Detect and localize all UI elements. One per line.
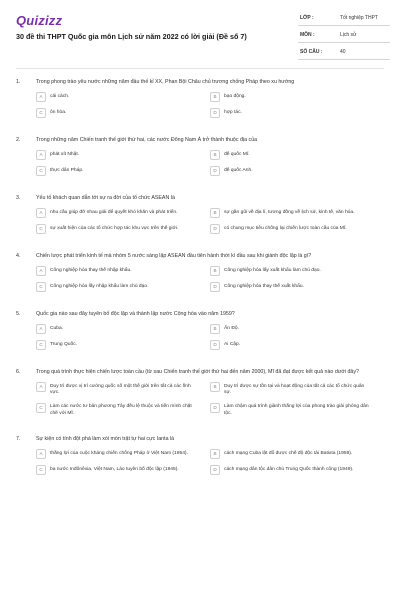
- answer-options: [36, 266, 386, 292]
- meta-label: MÔN :: [300, 32, 315, 38]
- option-a[interactable]: [36, 266, 196, 276]
- option-text: Công nghiệp hóa lấy nhập khẩu làm chủ đạo.: [50, 283, 149, 289]
- option-letter: B: [210, 150, 220, 160]
- option-letter: D: [210, 403, 220, 413]
- question-1: [16, 72, 386, 130]
- option-a[interactable]: [36, 382, 196, 397]
- option-text: sự xuất hiện của các tổ chức hợp tác khu vực trên thế giới.: [50, 225, 179, 231]
- meta-value: 40: [340, 49, 346, 55]
- document-title: 30 đề thi THPT Quốc gia môn Lịch sử năm 2022 có lời giải (Đề số 7): [16, 32, 247, 41]
- option-c[interactable]: [36, 108, 196, 118]
- option-letter: B: [210, 92, 220, 102]
- option-text: cách mạng dân tộc dân chủ Trung Quốc thành công (1949).: [224, 466, 354, 472]
- question-text: Trong những năm Chiến tranh thế giới thứ hai, các nước Đông Nam Á trở thành thuộc địa của: [36, 137, 258, 143]
- option-b[interactable]: [210, 266, 370, 276]
- option-letter: D: [210, 166, 220, 176]
- option-a[interactable]: [36, 150, 196, 160]
- option-text: cải cách.: [50, 93, 70, 99]
- meta-value: Lịch sử: [340, 32, 357, 38]
- question-text: Quốc gia nào sau đây tuyên bố độc lập và thành lập nước Cộng hòa vào năm 1959?: [36, 311, 235, 317]
- option-b[interactable]: [210, 449, 370, 459]
- option-letter: A: [36, 382, 46, 392]
- option-a[interactable]: [36, 449, 196, 459]
- option-letter: C: [36, 465, 46, 475]
- option-c[interactable]: [36, 465, 196, 475]
- question-text: Trong phong trào yêu nước những năm đầu thế kỉ XX, Phan Bội Châu chủ trương chống Pháp theo xu hướng: [36, 79, 295, 85]
- header-divider: [16, 68, 384, 69]
- option-b[interactable]: [210, 92, 370, 102]
- question-3: [16, 188, 386, 246]
- question-7: [16, 429, 386, 475]
- option-c[interactable]: [36, 166, 196, 176]
- option-a[interactable]: [36, 324, 196, 334]
- option-text: thực dân Pháp.: [50, 167, 84, 173]
- option-a[interactable]: [36, 92, 196, 102]
- question-number: 3.: [16, 195, 21, 201]
- question-number: 2.: [16, 137, 21, 143]
- question-text: Yếu tố khách quan dẫn tới sự ra đời của tổ chức ASEAN là: [36, 195, 175, 201]
- option-c[interactable]: [36, 403, 196, 418]
- option-d[interactable]: [210, 224, 370, 234]
- option-d[interactable]: [210, 282, 370, 292]
- option-letter: C: [36, 166, 46, 176]
- option-letter: B: [210, 382, 220, 392]
- option-a[interactable]: [36, 208, 196, 218]
- question-text: Chiến lược phát triển kinh tế mà nhóm 5 nước sáng lập ASEAN đầu tiên hành thời kì đầu sau khi giành độc lập là gì?: [36, 253, 312, 259]
- option-c[interactable]: [36, 340, 196, 350]
- option-letter: D: [210, 108, 220, 118]
- option-b[interactable]: [210, 150, 370, 160]
- option-letter: B: [210, 208, 220, 218]
- option-text: hợp tác.: [224, 109, 242, 115]
- page-header: [0, 0, 400, 66]
- question-list: [0, 72, 400, 475]
- option-letter: C: [36, 340, 46, 350]
- option-letter: C: [36, 224, 46, 234]
- question-number: 4.: [16, 253, 21, 259]
- option-d[interactable]: [210, 166, 370, 176]
- option-letter: A: [36, 449, 46, 459]
- answer-options: [36, 324, 386, 350]
- option-text: ôn hòa.: [50, 109, 67, 115]
- question-6: [16, 362, 386, 429]
- option-letter: A: [36, 208, 46, 218]
- option-text: ba nước Inđônêxia, Việt Nam, Lào tuyên bố độc lập (1945).: [50, 466, 179, 472]
- option-letter: D: [210, 282, 220, 292]
- question-text: Sự kiện có tính đột phá làm xói mòn trật tự hai cực Ianta là: [36, 436, 175, 443]
- option-letter: A: [36, 266, 46, 276]
- option-letter: A: [36, 324, 46, 334]
- option-b[interactable]: [210, 208, 370, 218]
- option-text: sự gần gũi về địa lí, tương đồng về lịch sử, kinh tế, văn hóa.: [224, 209, 355, 215]
- option-d[interactable]: [210, 340, 370, 350]
- option-text: Ai Cập.: [224, 341, 241, 347]
- option-letter: D: [210, 224, 220, 234]
- option-text: bạo động.: [224, 93, 246, 99]
- option-text: Ấn Độ.: [224, 325, 239, 331]
- option-text: Làm chậm quá trình giành thắng lợi của phong trào giải phóng dân tộc.: [224, 404, 369, 416]
- option-d[interactable]: [210, 108, 370, 118]
- question-5: [16, 304, 386, 362]
- option-text: có chung mục tiêu chống lại chiến lược toàn cầu của Mĩ.: [224, 225, 347, 231]
- option-text: Công nghiệp hóa thay thế xuất khẩu.: [224, 283, 304, 289]
- meta-label: LỚP :: [300, 15, 314, 21]
- option-text: Làm các nước tư bản phương Tây đều lệ thuộc và tiến mình chặt chẽ với Mĩ.: [50, 404, 192, 416]
- question-number: 1.: [16, 79, 21, 85]
- option-text: thắng lợi của cuộc kháng chiến chống Pháp ở Việt Nam (1954).: [50, 450, 188, 456]
- option-text: Cuba.: [50, 325, 64, 331]
- question-number: 6.: [16, 369, 21, 375]
- option-text: Trung Quốc.: [50, 341, 78, 347]
- option-text: phát xít Nhật.: [50, 151, 80, 157]
- question-text: Trong quá trình thực hiện chiến lược toàn cầu (từ sau Chiến tranh thế giới thứ hai đến năm 2000), Mĩ đã đạt được kết quả nào dưới đây?: [36, 369, 359, 375]
- option-letter: C: [36, 403, 46, 413]
- question-2: [16, 130, 386, 188]
- answer-options: [36, 150, 386, 176]
- meta-row-class: [298, 12, 390, 26]
- option-d[interactable]: [210, 465, 370, 475]
- option-b[interactable]: [210, 324, 370, 334]
- option-letter: C: [36, 108, 46, 118]
- meta-row-subject: [298, 29, 390, 43]
- answer-options: [36, 382, 386, 417]
- option-c[interactable]: [36, 282, 196, 292]
- option-letter: D: [210, 465, 220, 475]
- option-text: Công nghiệp hóa lấy xuất khẩu làm chủ đạo.: [224, 267, 321, 273]
- option-text: đế quốc Mĩ.: [224, 151, 250, 157]
- option-letter: C: [36, 282, 46, 292]
- question-number: 7.: [16, 436, 21, 443]
- answer-options: [36, 208, 386, 234]
- option-text: đế quốc Anh.: [224, 167, 253, 173]
- meta-row-count: [298, 46, 390, 60]
- option-text: Duy trì được vị trí cường quốc số một thế giới trên tất cả các lĩnh vực.: [50, 383, 191, 396]
- answer-options: [36, 92, 386, 118]
- option-b[interactable]: [210, 382, 370, 397]
- option-letter: B: [210, 266, 220, 276]
- option-c[interactable]: [36, 224, 196, 234]
- option-letter: A: [36, 92, 46, 102]
- option-text: nhu cầu giúp đỡ nhau giải để quyết khó khăn và phát triển.: [50, 209, 178, 215]
- answer-options: [36, 449, 386, 475]
- quizizz-logo: Quizizz: [16, 13, 63, 28]
- option-letter: A: [36, 150, 46, 160]
- question-number: 5.: [16, 311, 21, 317]
- option-text: Công nghiệp hóa thay thế nhập khẩu.: [50, 267, 132, 273]
- option-text: Duy trì được sự tồn tại và hoạt động của tất cả các tổ chức quân sự.: [224, 383, 365, 396]
- option-letter: B: [210, 449, 220, 459]
- meta-label: SỐ CÂU :: [300, 49, 323, 55]
- question-4: [16, 246, 386, 304]
- option-letter: B: [210, 324, 220, 334]
- option-letter: D: [210, 340, 220, 350]
- meta-value: Tốt nghiệp THPT: [340, 15, 378, 21]
- meta-box: [298, 12, 390, 63]
- option-text: cách mạng Cuba lật đổ được chế độ độc tài Batixta (1959).: [224, 450, 353, 456]
- option-d[interactable]: [210, 403, 370, 418]
